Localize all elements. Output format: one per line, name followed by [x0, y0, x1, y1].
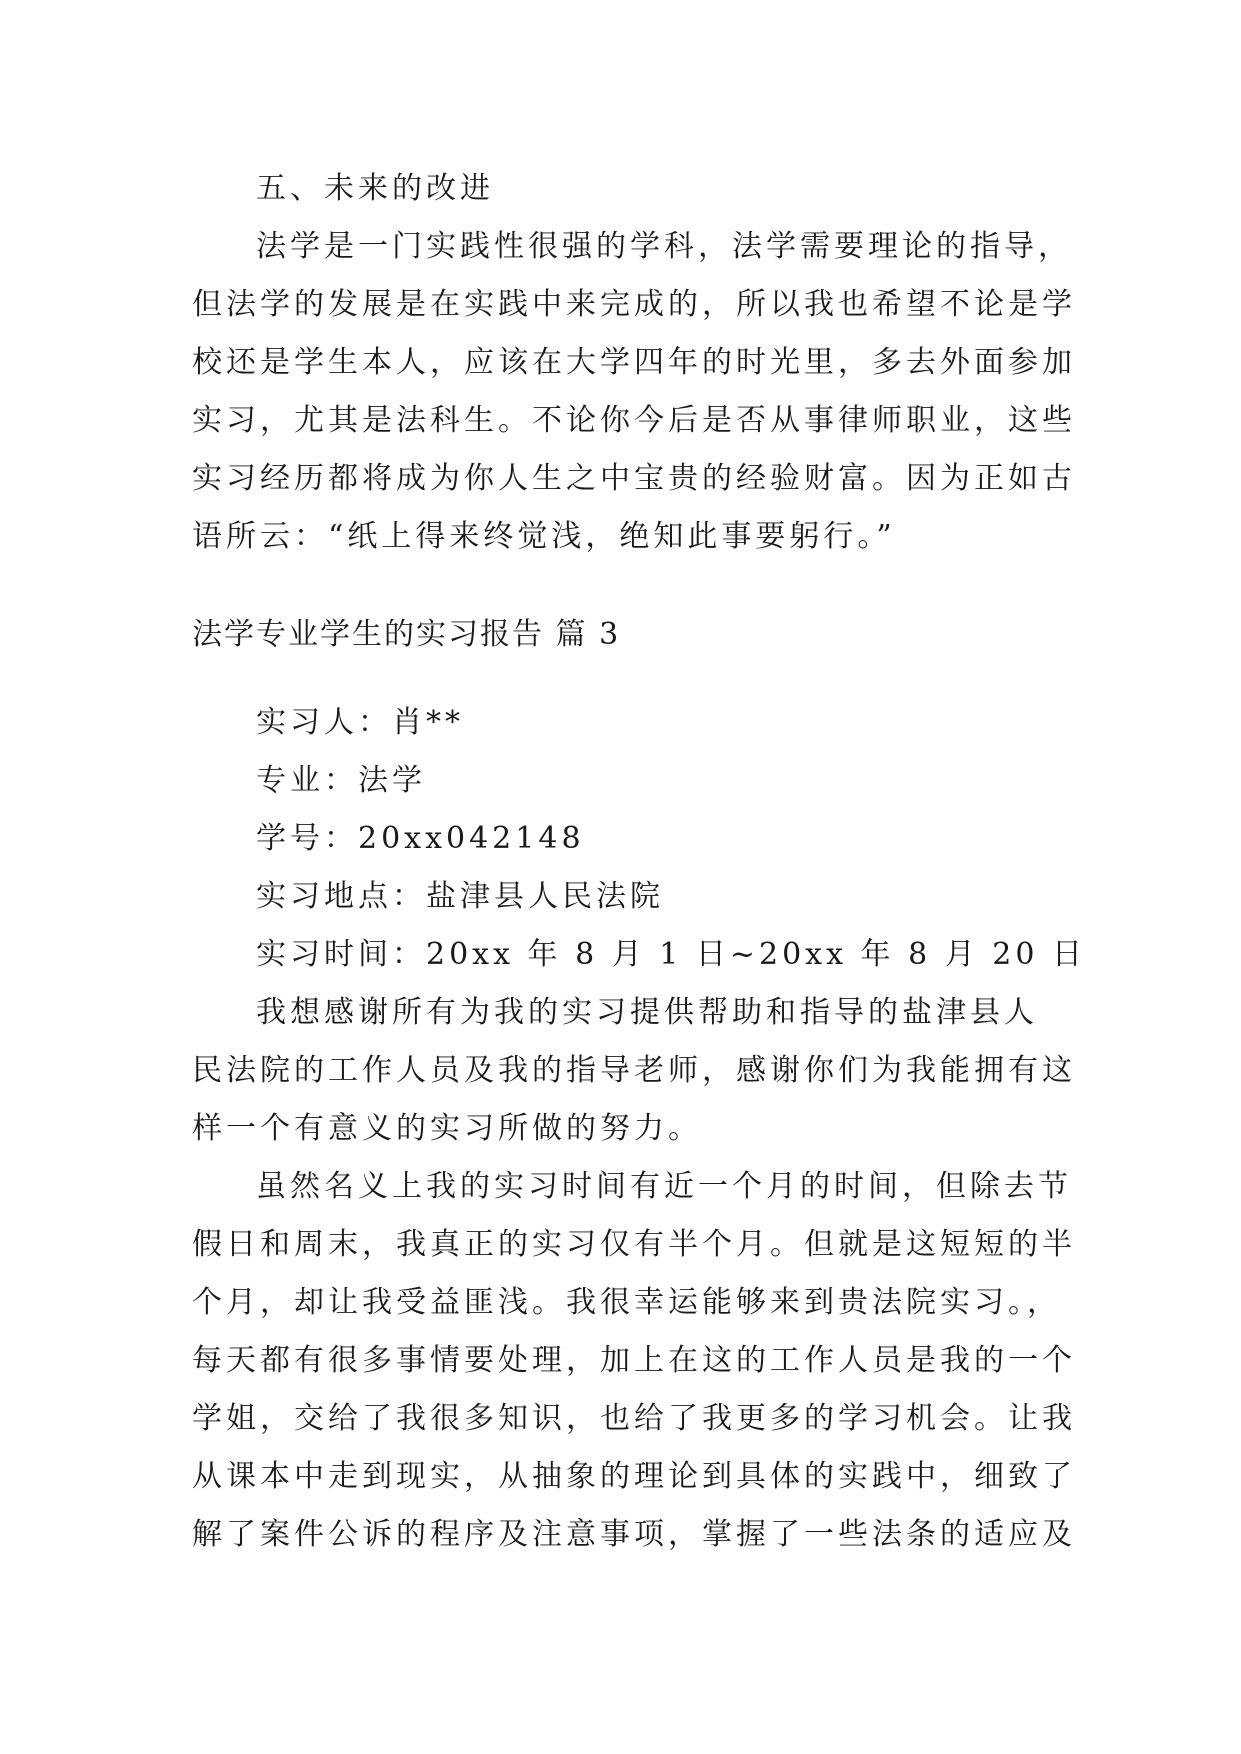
paragraph-line: 解了案件公诉的程序及注意事项，掌握了一些法条的适应及 — [192, 1517, 1076, 1552]
paragraph-line: 法学是一门实践性很强的学科，法学需要理论的指导， — [256, 229, 1072, 264]
paragraph-line: 虽然名义上我的实习时间有近一个月的时间，但除去节 — [256, 1169, 1072, 1204]
paragraph-line: 实习经历都将成为你人生之中宝贵的经验财富。因为正如古 — [192, 461, 1076, 496]
heading-future-improvements: 五、未来的改进 — [256, 171, 494, 206]
paragraph-line: 我想感谢所有为我的实习提供帮助和指导的盐津县人 — [256, 995, 1038, 1030]
paragraph-line: 假日和周末，我真正的实习仅有半个月。但就是这短短的半 — [192, 1227, 1076, 1262]
info-location: 实习地点：盐津县人民法院 — [256, 879, 664, 914]
paragraph-line: 但法学的发展是在实践中来完成的，所以我也希望不论是学 — [192, 287, 1076, 322]
paragraph-experience — [192, 1158, 1076, 1564]
paragraph-line: 样一个有意义的实习所做的努力。 — [192, 1111, 702, 1146]
paragraph-line: 实习，尤其是法科生。不论你今后是否从事律师职业，这些 — [192, 403, 1076, 438]
paragraph-line: 学姐，交给了我很多知识，也给了我更多的学习机会。让我 — [192, 1401, 1076, 1436]
paragraph-line: 从课本中走到现实，从抽象的理论到具体的实践中，细致了 — [192, 1459, 1076, 1494]
info-intern: 实习人：肖** — [256, 705, 464, 740]
section-title: 法学专业学生的实习报告 篇 3 — [192, 617, 621, 652]
info-major: 专业：法学 — [256, 763, 426, 798]
paragraph-line: 语所云：“纸上得来终觉浅，绝知此事要躬行。” — [192, 519, 896, 554]
paragraph-practice — [192, 218, 1076, 566]
paragraph-thanks — [192, 984, 1076, 1158]
info-student-id: 学号：20xx042148 — [256, 821, 585, 856]
paragraph-line: 个月，却让我受益匪浅。我很幸运能够来到贵法院实习。， — [192, 1285, 1061, 1320]
paragraph-line: 民法院的工作人员及我的指导老师，感谢你们为我能拥有这 — [192, 1053, 1076, 1088]
intern-info — [192, 694, 1086, 984]
info-period: 实习时间：20xx 年 8 月 1 日~20xx 年 8 月 20 日 — [256, 937, 1086, 972]
paragraph-line: 校还是学生本人，应该在大学四年的时光里，多去外面参加 — [192, 345, 1076, 380]
paragraph-line: 每天都有很多事情要处理，加上在这的工作人员是我的一个 — [192, 1343, 1076, 1378]
document-body — [192, 160, 1086, 1564]
